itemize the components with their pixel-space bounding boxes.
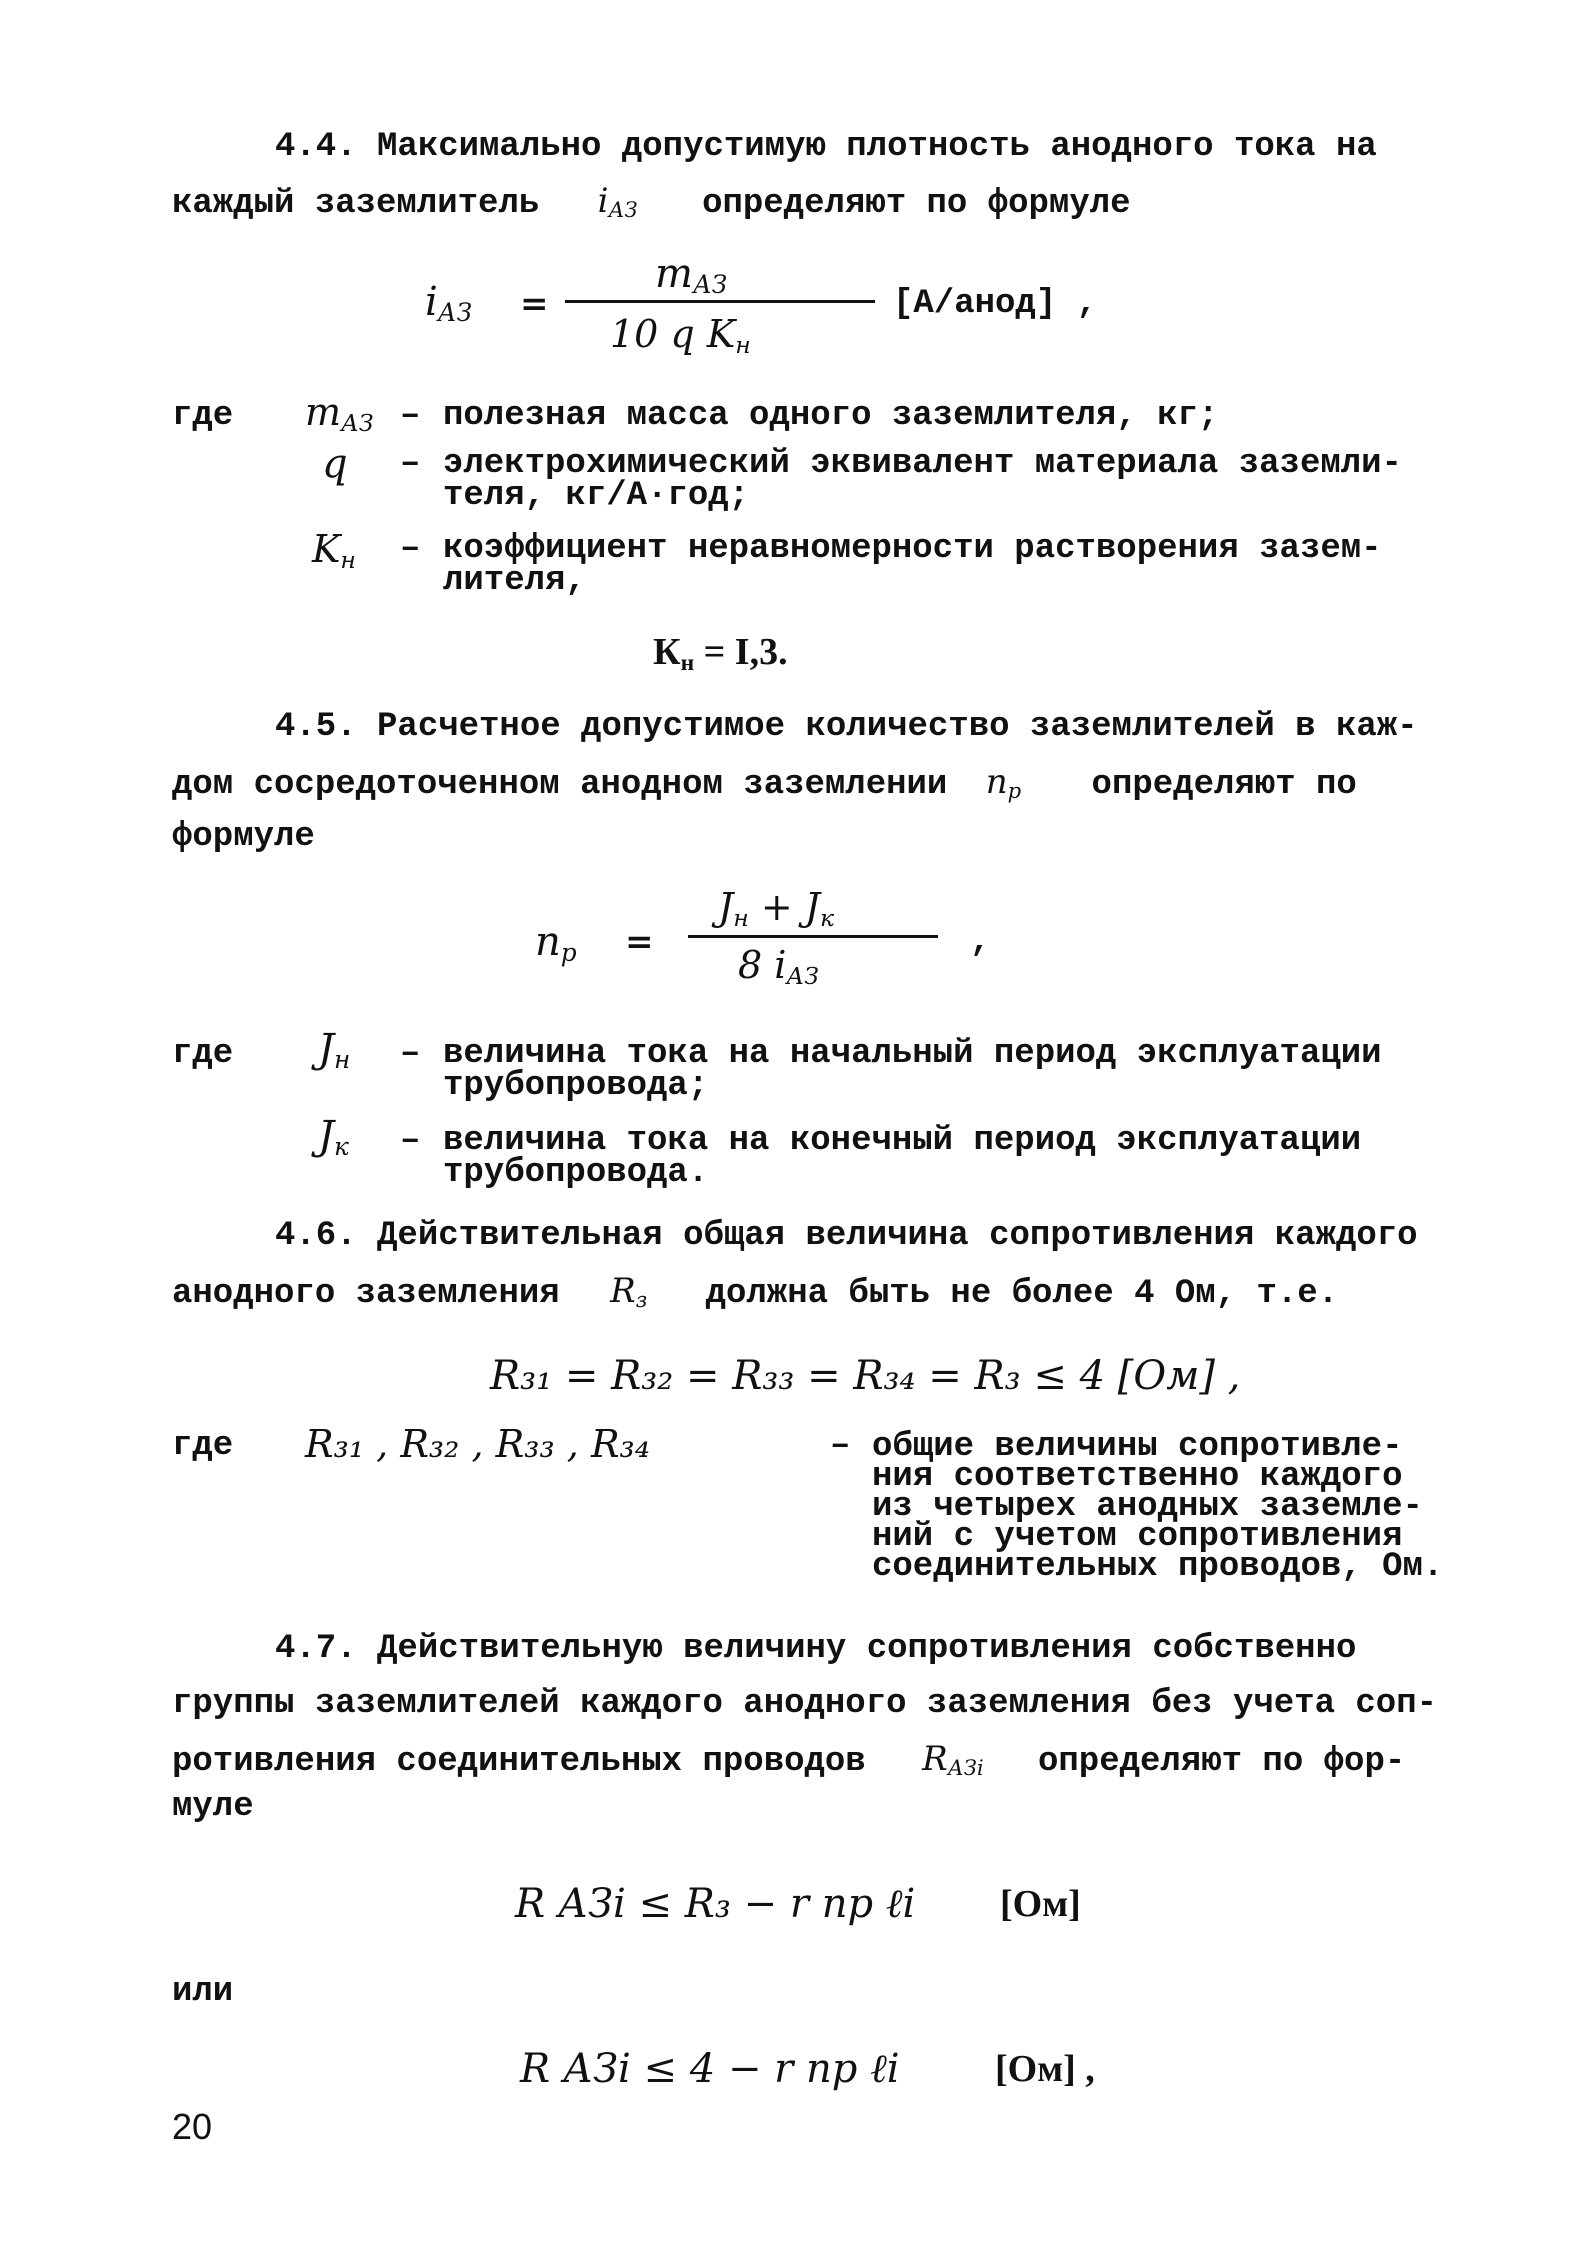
s45-where-label: где	[172, 1035, 234, 1073]
s44-item-3-text-1: коэффициент неравномерности растворения зазем-	[443, 530, 1382, 568]
s44-item-2-text-1: электрохимический эквивалент материала заземли-	[443, 445, 1402, 483]
s47-paragraph-line-4: муле	[172, 1788, 254, 1826]
s46-line2-text-a: анодного заземления	[172, 1275, 560, 1313]
s44-formula-unit: [А/анод] ,	[893, 285, 1098, 323]
s44-item-1-symbol: $m_{АЗ}$	[305, 390, 374, 437]
s46-desc-line-3: из четырех анодных заземле-	[872, 1488, 1423, 1526]
s44-item-3-text-2: лителя,	[443, 562, 586, 600]
s46-desc-line-1: общие величины сопротивле-	[872, 1428, 1403, 1466]
s45-formula-equals: =	[625, 922, 654, 962]
s45-item-1-text-2: трубопровода;	[443, 1067, 709, 1105]
s47-formula-1-unit: [Ом]	[1000, 1883, 1081, 1925]
s44-formula-fraction	[565, 251, 875, 368]
s45-item-2-symbol: $Ј_к$	[318, 1113, 349, 1162]
s47-paragraph-line-2: группы заземлителей каждого анодного заземления без учета соп-	[172, 1685, 1438, 1723]
s46-desc-line-2: ния соответственно каждого	[872, 1458, 1403, 1496]
s44-formula-denominator: 10 q $K_н$	[610, 312, 751, 359]
s47-symbol-r-az-i: $R_{АЗi}$	[922, 1739, 984, 1781]
s45-paragraph-line-1: 4.5. Расчетное допустимое количество заземлителей в каж-	[275, 708, 1418, 746]
s44-formula-numerator: $m_{АЗ}$	[655, 251, 728, 300]
s45-line2-text-b: определяют по	[1091, 766, 1357, 804]
s46-symbols: R₃₁ , R₃₂ , R₃₃ , R₃₄	[305, 1422, 651, 1466]
page-number: 20	[172, 2106, 213, 2147]
s45-item-1-text-1: величина тока на начальный период эксплуатации	[443, 1035, 1382, 1073]
s46-dash: –	[830, 1427, 851, 1465]
s47-formula-2: R АЗi ≤ 4 − r пр ℓi	[520, 2046, 900, 2092]
s45-paragraph-line-2	[172, 758, 1357, 810]
s46-where-label: где	[172, 1427, 234, 1465]
s44-item-2-symbol: q	[322, 441, 348, 487]
s44-where-label: где	[172, 397, 234, 435]
s44-symbol-i-az: $i_{АЗ}$	[597, 181, 638, 223]
s46-symbol-r-z: $R_з$	[610, 1271, 648, 1313]
s45-formula-numerator: $Ј_н + Ј_к$	[718, 885, 835, 932]
s44-formula-equals: =	[520, 284, 549, 324]
s44-item-3-symbol: $K_н$	[312, 527, 356, 574]
s46-line2-text-b: должна быть не более 4 Ом, т.е.	[705, 1275, 1339, 1313]
s47-paragraph-line-1: 4.7. Действительную величину сопротивления собственно	[275, 1630, 1357, 1668]
s44-item-1-text: полезная масса одного заземлителя, кг;	[443, 397, 1219, 435]
s47-paragraph-line-3	[172, 1735, 1405, 1787]
s45-item-2-text-2: трубопровода.	[443, 1154, 709, 1192]
s45-item-2-text-1: величина тока на конечный период эксплуатации	[443, 1122, 1362, 1160]
s44-item-2-text-2: теля, кг/А·год;	[443, 477, 750, 515]
s47-line3-text-b: определяют по фор-	[1037, 1743, 1406, 1781]
s44-kn-value: $К_н = I,3$.	[653, 631, 788, 676]
s45-item-1-dash: –	[400, 1035, 421, 1073]
s45-symbol-n-p: $n_p$	[985, 762, 1022, 804]
s47-formula-2-unit: [Ом] ,	[995, 2048, 1095, 2090]
s47-line3-text-a: ротивления соединительных проводов	[172, 1743, 866, 1781]
s46-desc-line-4: ний с учетом сопротивления	[872, 1518, 1403, 1556]
s45-formula-lhs: $n_p$	[535, 919, 577, 968]
s46-paragraph-line-2	[172, 1267, 1338, 1319]
s44-fraction-bar	[565, 300, 875, 303]
s45-fraction-bar	[688, 935, 938, 938]
s46-paragraph-line-1: 4.6. Действительная общая величина сопротивления каждого	[275, 1217, 1418, 1255]
s44-item-1-dash: –	[400, 397, 421, 435]
s44-formula-lhs: $i_{АЗ}$	[425, 279, 473, 328]
s44-item-2-dash: –	[400, 445, 421, 483]
s47-formula-1: R АЗi ≤ R₃ − r пр ℓi	[515, 1881, 916, 1927]
s45-formula-tail: ,	[970, 923, 991, 961]
s45-formula-fraction	[688, 885, 938, 1000]
s44-paragraph-line-1: 4.4. Максимально допустимую плотность анодного тока на	[275, 128, 1377, 166]
s46-desc-line-5: соединительных проводов, Ом.	[872, 1548, 1444, 1586]
s45-item-1-symbol: $Ј_н$	[318, 1026, 351, 1075]
s45-line2-text-a: дом сосредоточенном анодном заземлении	[172, 766, 948, 804]
s46-formula: R₃₁ = R₃₂ = R₃₃ = R₃₄ = R₃ ≤ 4 [Ом] ,	[490, 1353, 1241, 1399]
s45-paragraph-line-3: формуле	[172, 818, 315, 856]
s45-formula-denominator: 8 $i_{АЗ}$	[738, 943, 819, 990]
s44-line2-text-a: каждый заземлитель	[172, 185, 540, 223]
s45-item-2-dash: –	[400, 1122, 421, 1160]
s44-line2-text-b: определяют по формуле	[702, 185, 1131, 223]
s44-paragraph-line-2	[172, 177, 1131, 229]
s44-item-3-dash: –	[400, 530, 421, 568]
s47-or-label: или	[172, 1973, 234, 2011]
